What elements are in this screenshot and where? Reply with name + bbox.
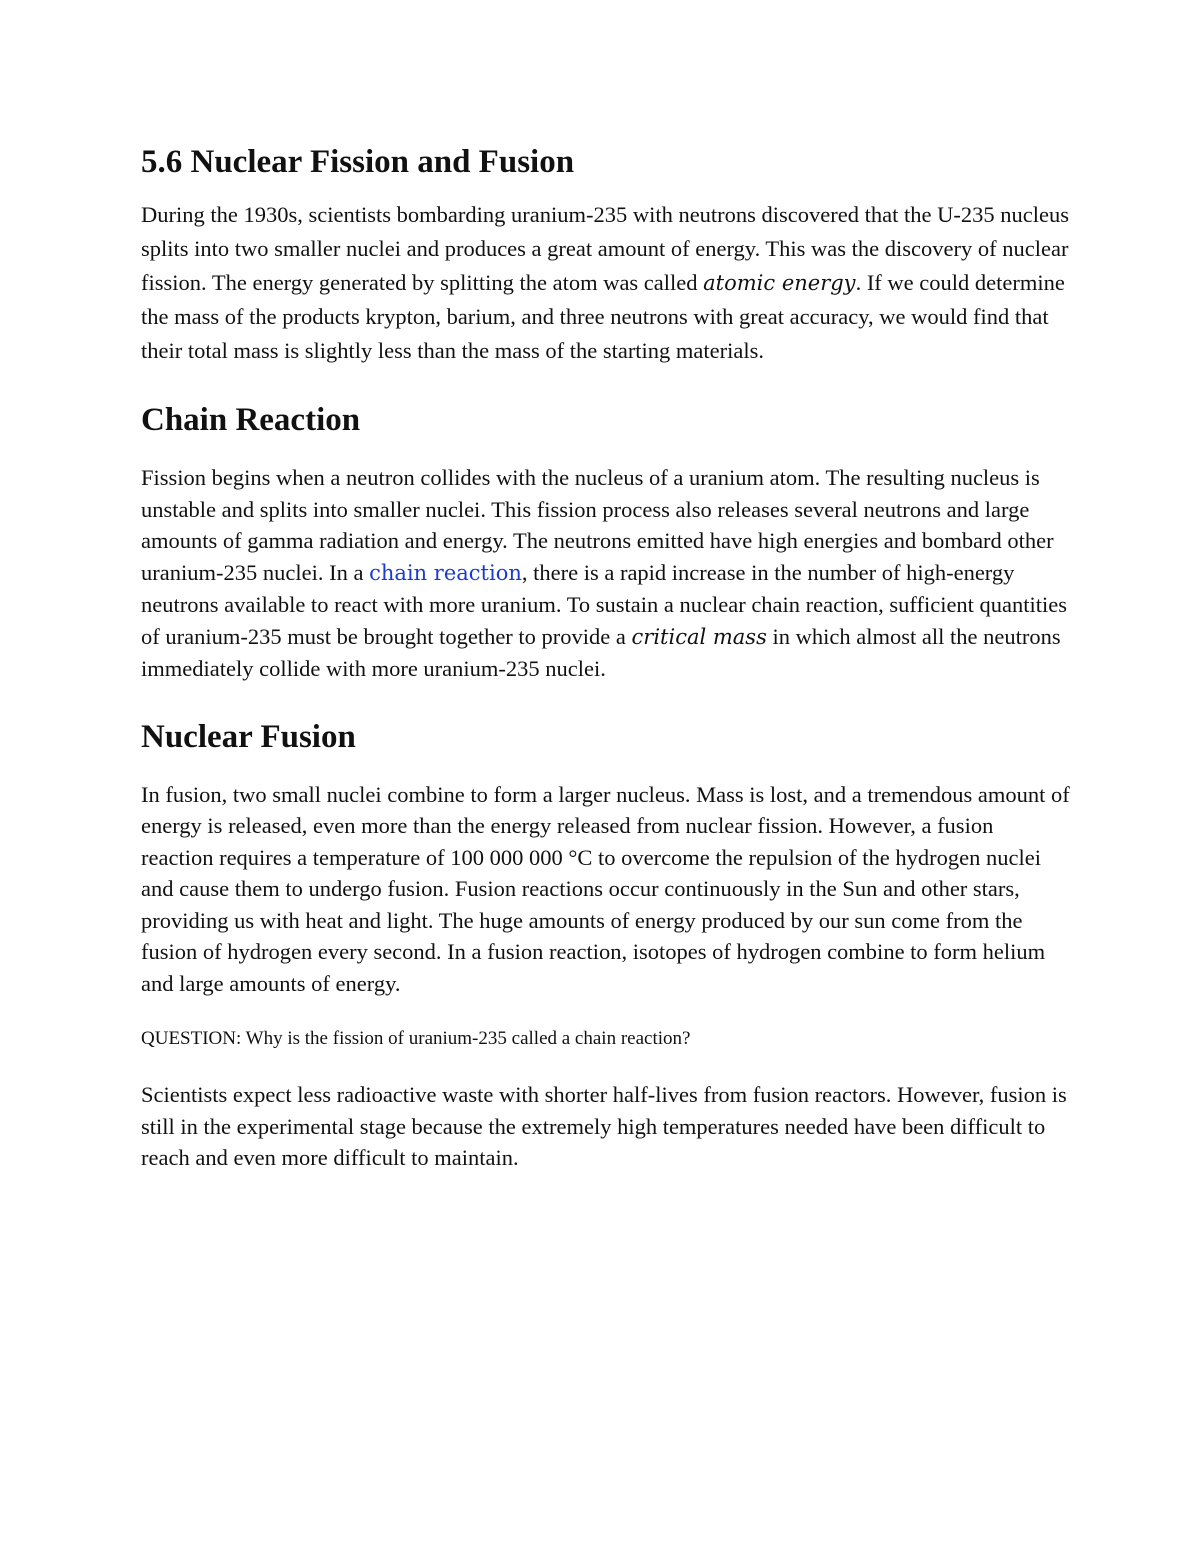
chain-text-middle: , there is a rapid increase in the number of high-energy neutrons available to react with more uranium. To sustain a nuclear chain reaction, sufficient quantities of uranium-235 must be brought together to provide a — [141, 559, 1068, 649]
fission-text-after: . If we could determine the mass of the products krypton, barium, and three neutrons with great accuracy, we would find that their total mass is slightly less than the mass of the starting materials. — [141, 270, 1065, 363]
chain-reaction-paragraph — [141, 462, 1071, 685]
fusion-paragraph: In fusion, two small nuclei combine to form a larger nucleus. Mass is lost, and a tremendous amount of energy is released, even more than the energy released from nuclear fission. However, a fusion reaction requires a temperature of 100 000 000 °C to overcome the repulsion of the hydrogen nuclei and cause them to undergo fusion. Fusion reactions occur continuously in the Sun and other stars, providing us with heat and light. The huge amounts of energy produced by our sun come from the fusion of hydrogen every second. In a fusion reaction, isotopes of hydrogen combine to form helium and large amounts of energy. — [141, 781, 1070, 996]
chain-reaction-link[interactable]: chain reaction — [369, 560, 522, 585]
nuclear-fusion-heading: Nuclear Fusion — [141, 718, 356, 755]
critical-mass-term: critical mass — [631, 624, 767, 649]
fission-paragraph — [141, 198, 1071, 368]
chain-text-before: Fission begins when a neutron collides with the nucleus of a uranium atom. The resulting nucleus is unstable and splits into smaller nuclei. This fission process also releases several neutrons and large amounts of gamma radiation and energy. The neutrons emitted have high energies and bombard other uranium-235 nuclei. In a — [141, 465, 1054, 585]
fusion-reactors-paragraph: Scientists expect less radioactive waste with shorter half-lives from fusion reactors. However, fusion is still in the experimental stage because the extremely high temperatures needed have been difficult to reach and even more difficult to maintain. — [141, 1082, 1067, 1170]
section-title: 5.6 Nuclear Fission and Fusion — [141, 144, 575, 180]
fission-text-before: During the 1930s, scientists bombarding uranium-235 with neutrons discovered that the U-235 nucleus splits into two smaller nuclei and produces a great amount of energy. This was the discovery of nuclear fission. The energy generated by splitting the atom was called — [141, 202, 1069, 295]
atomic-energy-term: atomic energy — [703, 271, 856, 295]
question-text: QUESTION: Why is the fission of uranium-235 called a chain reaction? — [141, 1028, 691, 1049]
document-page — [141, 138, 1071, 1174]
chain-reaction-heading: Chain Reaction — [141, 402, 361, 438]
chain-text-after: in which almost all the neutrons immediately collide with more uranium-235 nuclei. — [141, 623, 1061, 681]
